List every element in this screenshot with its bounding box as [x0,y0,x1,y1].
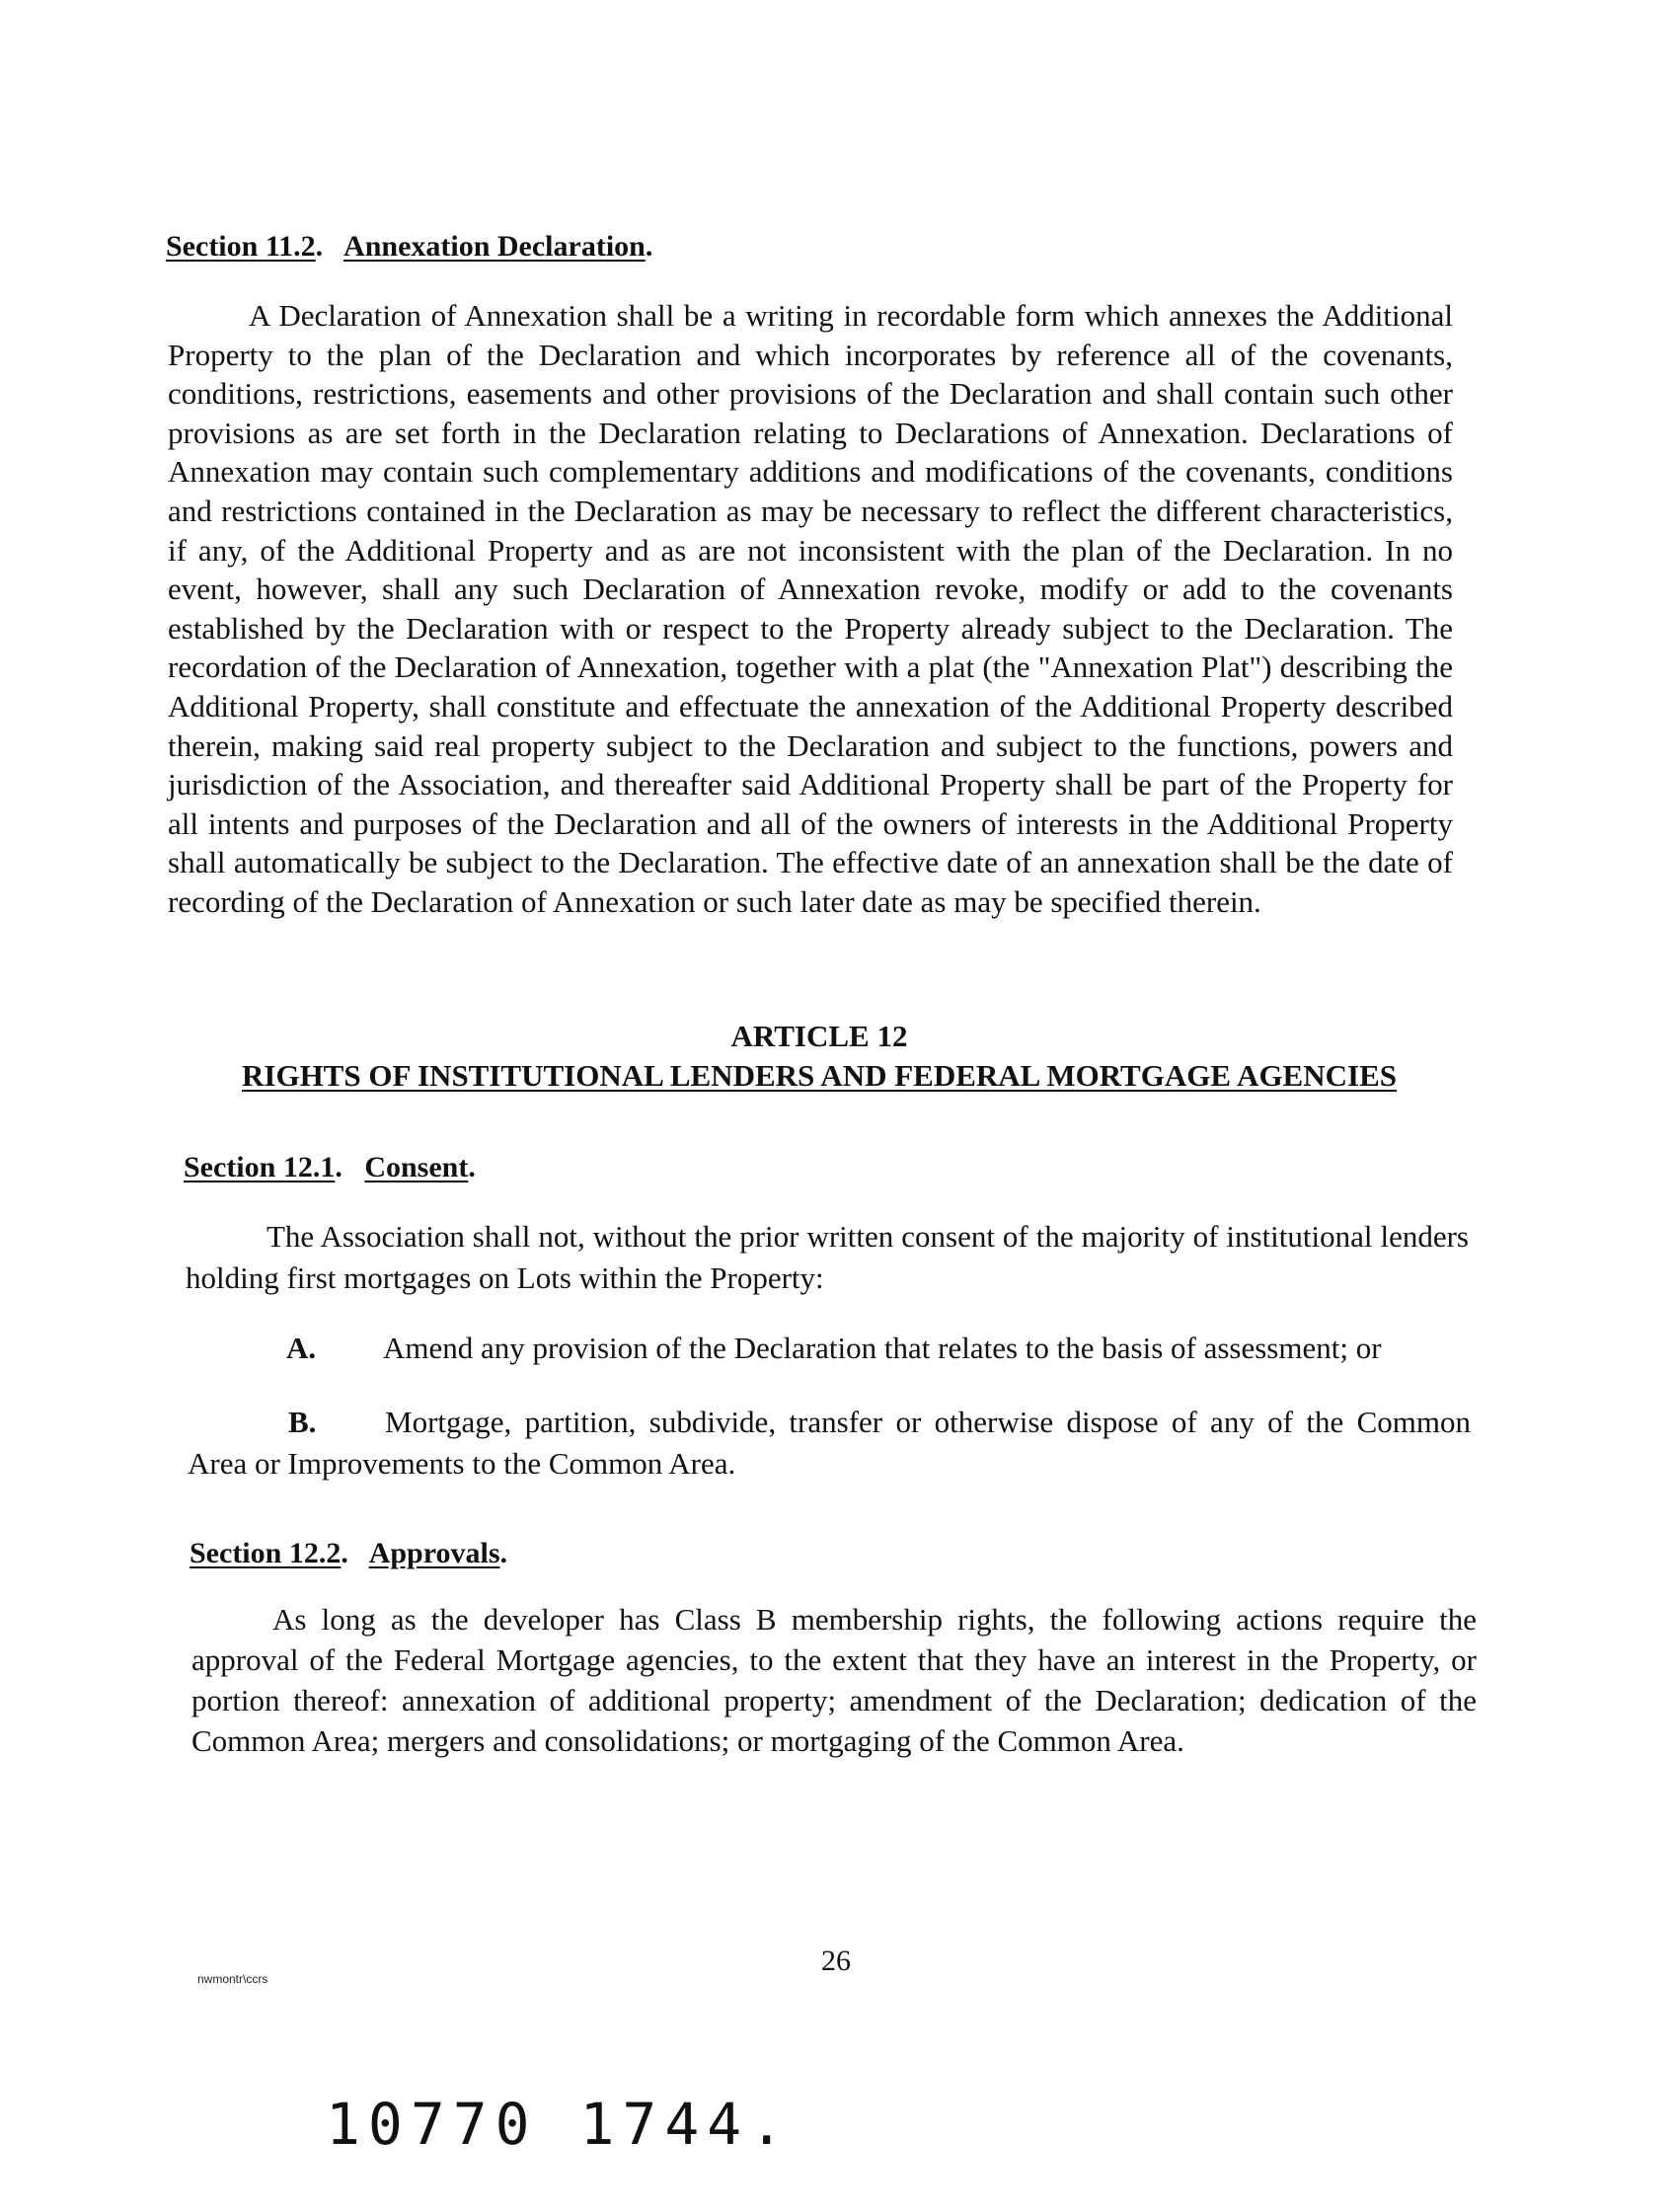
section-11-2-number: Section 11.2 [166,230,316,263]
article-12-title: RIGHTS OF INSTITUTIONAL LENDERS AND FEDERAL MORTGAGE AGENCIES [242,1058,1397,1093]
section-12-1-title: Consent [364,1151,469,1183]
section-11-2-title: Annexation Declaration [343,230,646,263]
section-12-2-body: As long as the developer has Class B membership rights, the following actions require the approval of the Federal Mortgage agencies, to the extent that they have an interest in the Property, or portion thereof: annexation of additional property; amendment of the Declaration; dedication of the Common Area; mergers and consolidations; or mortgaging of the Common Area. [191,1602,1477,1758]
section-12-1-heading: Section 12.1. Consent. [184,1151,476,1183]
section-11-2-body: A Declaration of Annexation shall be a writing in recordable form which annexes the Additional Property to the plan of the Declaration and which incorporates by reference all of the covenants, conditions, restrictions, easements and other provisions of the Declaration and shall contain such other provisions as are set forth in the Declaration relating to Declarations of Annexation. Declarations of Annexation may contain such complementary additions and modifications of the covenants, conditions and restrictions contained in the Declaration as may be necessary to reflect the different characteristics, if any, of the Additional Property and as are not inconsistent with the plan of the Declaration. In no event, however, shall any such Declaration of Annexation revoke, modify or add to the covenants established by the Declaration with or respect to the Property already subject to the Declaration. The recordation of the Declaration of Annexation, together with a plat (the "Annexation Plat") describing the Additional Property, shall constitute and effectuate the annexation of the Additional Property described therein, making said real property subject to the Declaration and subject to the functions, powers and jurisdiction of the Association, and thereafter said Additional Property shall be part of the Property for all intents and purposes of the Declaration and all of the owners of interests in the Additional Property shall automatically be subject to the Declaration. The effective date of an annexation shall be the date of recording of the Declaration of Annexation or such later date as may be specified therein. [168,298,1453,919]
section-12-2-title: Approvals [368,1537,500,1569]
section-12-2-heading: Section 12.2. Approvals. [190,1537,508,1569]
section-12-2-number: Section 12.2 [190,1537,342,1569]
article-12-label: ARTICLE 12 [730,1019,908,1053]
list-item-marker: B. [288,1405,317,1439]
article-12-heading [178,1017,1461,1096]
recording-stamp: 10770 1744. [326,2091,793,2158]
list-item [188,1402,1471,1490]
list-item-text: Amend any provision of the Declaration that relates to the basis of assessment; or [383,1331,1382,1365]
file-code: nwmontr\ccrs [197,1972,268,1986]
section-12-1-body: The Association shall not, without the prior written consent of the majority of institutional lenders holding first mortgages on Lots within the Property: [186,1219,1469,1295]
page-number: 26 [821,1945,851,1977]
section-12-1-number: Section 12.1 [184,1151,336,1183]
list-item-marker: A. [286,1331,317,1365]
section-11-2-heading: Section 11.2. Annexation Declaration. [166,230,653,263]
list-item-text: B. Mortgage, partition, subdivide, transfer or otherwise dispose of any of the Common Area or Improvements to the Common Area. [188,1402,1471,1485]
